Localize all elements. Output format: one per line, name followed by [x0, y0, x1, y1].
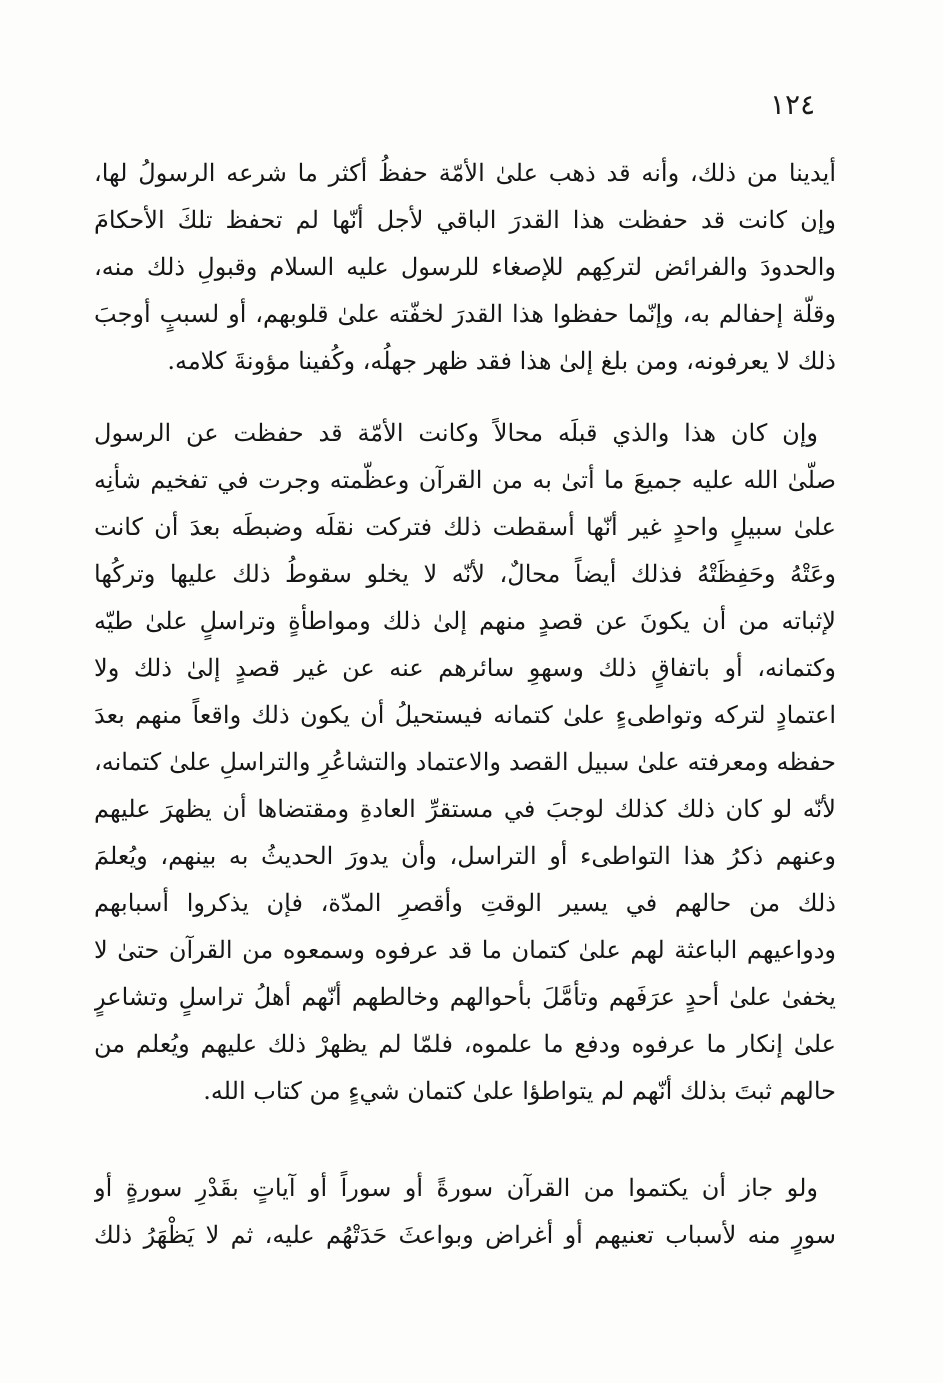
- text-line: حالهم ثبتَ بذلك أنّهم لم يتواطؤا علىٰ كتمان شيءٍ من كتاب الله.: [203, 1077, 836, 1105]
- page-number: ١٢٤: [770, 88, 816, 121]
- text-line: وعنهم ذكرُ هذا التواطىء أو التراسل، وأن يدورَ الحديثُ به بينهم، ويُعلمَ: [94, 842, 836, 870]
- text-line: صلّىٰ الله عليه جميعَ ما أتىٰ به من القرآن وعظّمته وجرت في تفخيم شأنِه: [94, 466, 836, 494]
- text-line: لإثباته من أن يكونَ عن قصدٍ منهم إلىٰ ذلك ومواطأةٍ وتراسلٍ علىٰ طيّه: [94, 607, 836, 635]
- text-line: ذلك من حالهم في يسير الوقتِ وأقصرِ المدّة، فإن يذكروا أسبابهم: [94, 889, 836, 917]
- text-line: علىٰ سبيلٍ واحدٍ غير أنّها أسقطت ذلك فتركت نقلَه وضبطَه بعدَ أن كانت: [94, 513, 836, 541]
- text-line: ذلك لا يعرفونه، ومن بلغ إلىٰ هذا فقد ظهر جهلُه، وكُفينا مؤونةَ كلامه.: [167, 347, 836, 375]
- text-line: وكتمانه، أو باتفاقٍ ذلك وسهوِ سائرهم عنه عن غير قصدٍ إلىٰ ذلك ولا: [94, 654, 836, 682]
- text-line: وإن كانت قد حفظت هذا القدرَ الباقي لأجل أنّها لم تحفظ تلكَ الأحكامَ: [94, 206, 836, 234]
- paragraph-3: [94, 1165, 836, 1259]
- paragraph-2: [94, 410, 836, 1115]
- text-line: وإن كان هذا والذي قبلَه محالاً وكانت الأمّة قد حفظت عن الرسول: [94, 419, 818, 447]
- text-line: سورٍ منه لأسباب تعنيهم أو أغراض وبواعثَ حَدَتْهُم عليه، ثم لا يَظْهَرُ ذلك: [94, 1221, 836, 1249]
- text-line: ولو جاز أن يكتموا من القرآن سورةً أو سوراً أو آياتٍ بقَدْرِ سورةٍ أو: [94, 1174, 818, 1202]
- text-line: أيدينا من ذلك، وأنه قد ذهب علىٰ الأمّة حفظُ أكثر ما شرعه الرسولُ لها،: [94, 159, 836, 187]
- paragraph-1: [94, 150, 836, 385]
- text-line: وعَتْهُ وحَفِظَتْهُ فذلك أيضاً محالٌ، لأنّه لا يخلو سقوطُ ذلك عليها وتركُها: [94, 560, 836, 588]
- text-line: وقلّة إحفالم به، وإنّما حفظوا هذا القدرَ لخفّته علىٰ قلوبهم، أو لسببٍ أوجبَ: [94, 300, 836, 328]
- text-line: حفظه ومعرفته علىٰ سبيل القصد والاعتماد والتشاعُرِ والتراسلِ علىٰ كتمانه،: [94, 748, 836, 776]
- text-line: يخفىٰ علىٰ أحدٍ عرَفَهم وتأمَّلَ بأحوالهم وخالطهم أنّهم أهلُ تراسلٍ وتشاعرٍ: [94, 983, 836, 1011]
- text-line: علىٰ إنكار ما عرفوه ودفع ما علموه، فلمّا لم يظهرْ ذلك عليهم ويُعلم من: [94, 1030, 836, 1058]
- text-line: لأنّه لو كان ذلك كذلك لوجبَ في مستقرِّ العادةِ ومقتضاها أن يظهرَ عليهم: [94, 795, 836, 823]
- text-line: اعتمادٍ لتركه وتواطىءٍ علىٰ كتمانه فيستحيلُ أن يكون ذلك واقعاً منهم بعدَ: [94, 701, 836, 729]
- text-line: ودواعيهم الباعثة لهم علىٰ كتمان ما قد عرفوه وسمعوه من القرآن حتىٰ لا: [94, 936, 836, 964]
- text-line: والحدودَ والفرائض لتركِهم للإصغاء للرسول عليه السلام وقبولِ ذلك منه،: [94, 253, 836, 281]
